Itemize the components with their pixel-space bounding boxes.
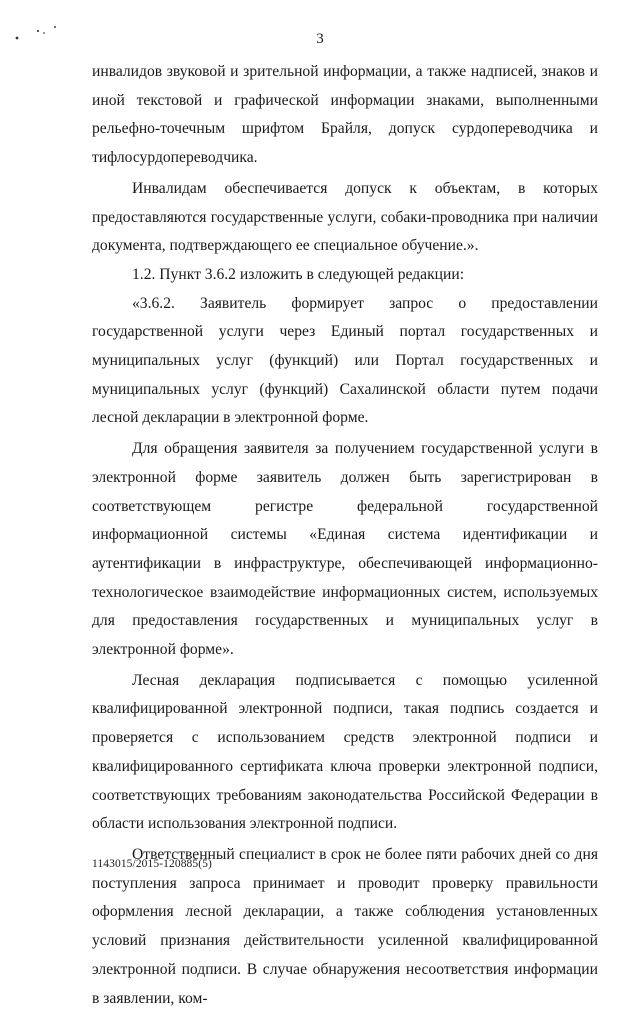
paragraph-verification: Ответственный специалист в срок не более пяти рабочих дней со дня поступления запроса принимает и проводит проверку правильности оформления лесной декларации, а также соблюдения установленных условий признания действительности усиленной квалифицированной электронной подписи. В случае обнаружения несоответствия информации в заявлении, ком- bbox=[92, 845, 598, 1007]
paragraph-item-3-6-2: «3.6.2. Заявитель формирует запрос о предоставлении государственной услуги через Единый портал государственных и муниципальных услуг (функций) или Портал государственных и муниципальных услуг (функций) Сахалинской области путем подачи лесной декларации в электронной форме. bbox=[92, 294, 598, 427]
paragraph-electronic-signature: Лесная декларация подписывается с помощью усиленной квалифицированной электронной подписи, такая подпись создается и проверяется с использованием средств электронной подписи и квалифицированного сертификата ключа проверки электронной подписи, соответствующих требованиям законодательства Российской Федерации в области использования электронной подписи. bbox=[92, 671, 598, 833]
paragraph-registration: Для обращения заявителя за получением государственной услуги в электронной форме заявитель должен быть зарегистрирован в соответствующем регистре федеральной государственной информационной системы «Единая система идентификации и аутентификации в инфраструктуре, обеспечивающей информационно-технологическое взаимодействие информационных систем, используемых для предоставления государственных и муниципальных услуг в электронной форме». bbox=[92, 440, 598, 659]
page-number: 3 bbox=[316, 31, 324, 47]
paragraph-guide-dog-access: Инвалидам обеспечивается допуск к объектам, в которых предоставляются государственные услуги, собаки-проводника при наличии документа, подтверждающего ее специальное обучение.». bbox=[92, 179, 598, 255]
paragraph-item-1-2: 1.2. Пункт 3.6.2 изложить в следующей редакции: bbox=[132, 265, 465, 283]
document-footer-code: 1143015/2015-120885(5) bbox=[92, 858, 212, 870]
paragraph-continuation: инвалидов звуковой и зрительной информации, а также надписей, знаков и иной текстовой и графической информации знаками, выполненными рельефно-точечным шрифтом Брайля, допуск сурдопереводчика и тифлосурдопереводчика. bbox=[92, 63, 598, 167]
